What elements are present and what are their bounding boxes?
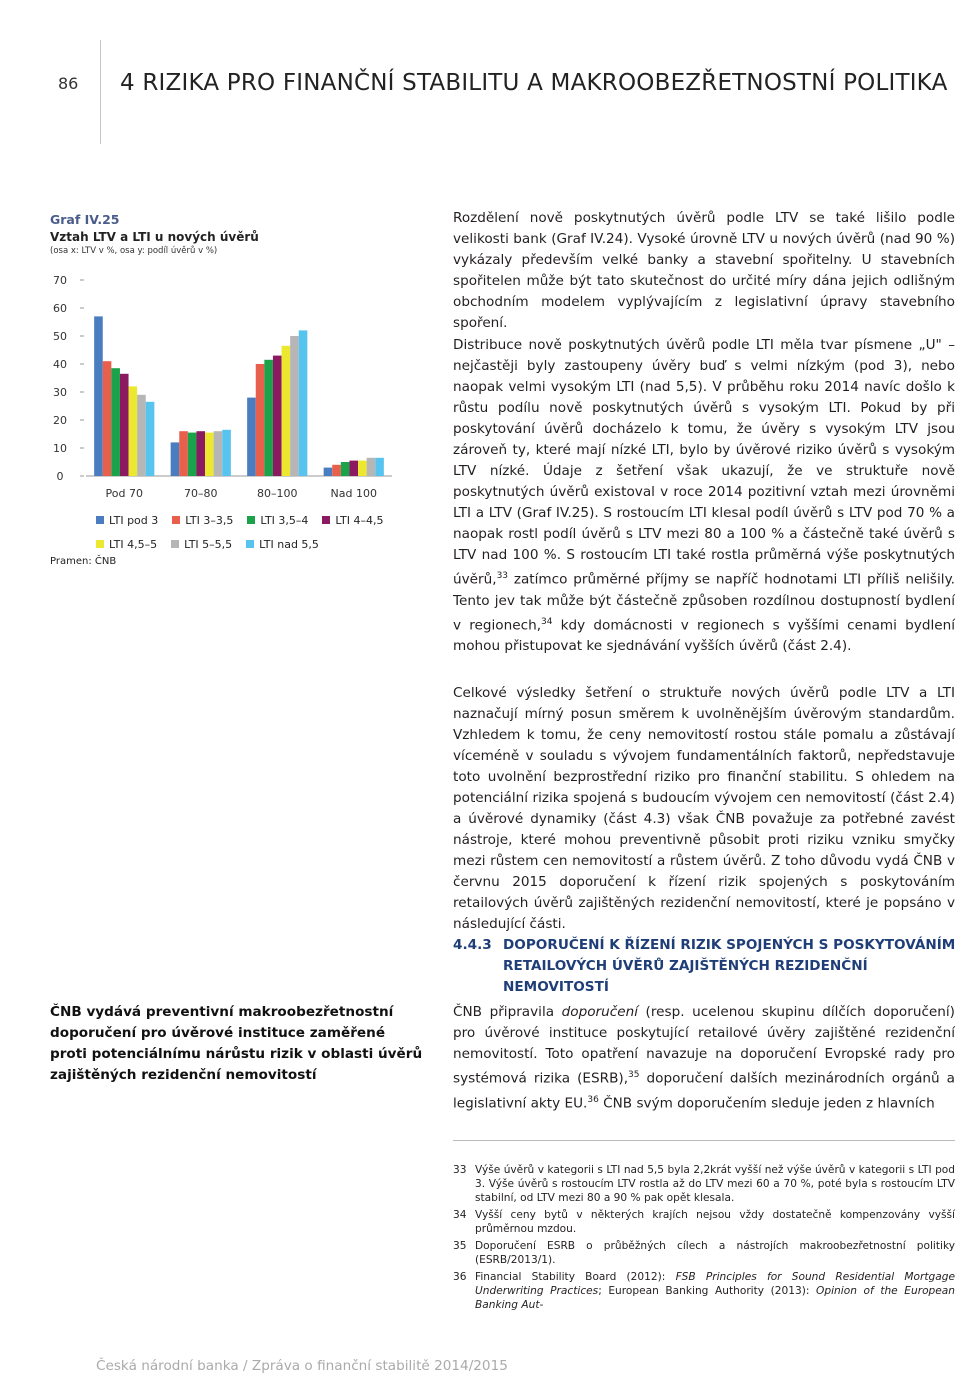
x-tick-label: 70–80 [184, 487, 218, 500]
section-heading [453, 935, 960, 998]
figure-title: Vztah LTV a LTI u nových úvěrů [50, 230, 259, 244]
footnote-35 [453, 1239, 955, 1267]
bar [214, 431, 223, 476]
page-footer: Česká národní banka / Zpráva o finanční stabilitě 2014/2015 [96, 1358, 508, 1374]
margin-note: ČNB vydává preventivní makroobezřetnostní doporučení pro úvěrové instituce zaměřené proti potenciálnímu nárůstu rizik v oblasti úvěrů zajištěných rezidenční nemovitostí [50, 1004, 423, 1083]
paragraph-3-text: Celkové výsledky šetření o struktuře nových úvěrů podle LTV a LTI naznačují mírný posun směrem k uvolněnějším úvěrovým standardům. Vzhledem k tomu, že ceny nemovitostí rostou stále pomalu a zůstávají víceméně v souladu s vývojem fundamentálních faktorů, nepředstavuje toto uvolnění bezprostřední riziko pro finanční stabilitu. S ohledem na potenciální rizika spojená s budoucím vývojem cen nemovitostí (část 2.4) a úvěrové dynamiky (část 4.3) však ČNB považuje za potřebné zavést nástroje, které mohou preventivně působit proti riziku vzniku smyčky mezi růstem cen nemovitostí a růstem úvěrů. Z toho důvodu vydá ČNB v červnu 2015 doporučení k řízení rizik spojených s poskytováním retailových úvěrů zajištěných rezidenční nemovitostí, které je popsáno v následující části. [453, 685, 955, 932]
footnote-emphasis: FSB Principles for Sound Residential Mortgage Underwriting Practices [475, 1271, 955, 1297]
bar [341, 462, 350, 476]
footnote-36 [453, 1270, 955, 1312]
legend-item [96, 514, 158, 527]
x-tick-label: Pod 70 [105, 487, 143, 500]
footnote-text-part: Financial Stability Board (2012): [475, 1271, 676, 1283]
paragraph-4-text-d: ČNB svým doporučením sleduje jeden z hlavních [598, 1095, 935, 1112]
bar [273, 356, 282, 476]
footnote-text: Vyšší ceny bytů v některých krajích nejsou vždy dostatečně kompenzovány vyšší průměrnou mzdou. [475, 1209, 955, 1235]
footnote-text: Výše úvěrů v kategorii s LTI nad 5,5 byla 2,2krát vyšší než výše úvěrů v kategorii s LTI pod 3. Výše úvěrů s rostoucím LTV rostla až do LTV mezi 60 a 70 %, poté byla s rostoucím LTV stabilní, od LTV mezi 80 a 90 % pak opět klesala. [475, 1164, 955, 1204]
y-tick-label: 40 [53, 358, 67, 371]
y-tick-label: 10 [53, 442, 67, 455]
legend-item [246, 538, 319, 551]
footnote-number: 33 [453, 1164, 467, 1176]
page-header [0, 0, 960, 170]
bar [137, 395, 146, 476]
bar [111, 368, 120, 476]
legend-swatch [171, 540, 179, 548]
legend-item [172, 514, 233, 527]
footnote-ref-36: 36 [587, 1094, 599, 1105]
figure-subtitle: (osa x: LTV v %, osa y: podíl úvěrů v %) [50, 246, 218, 256]
bar [264, 360, 273, 476]
bar [256, 364, 265, 476]
figure-label: Graf IV.25 [50, 212, 120, 227]
figure-source: Pramen: ČNB [50, 556, 117, 567]
paragraph-4-text-a: ČNB připravila [453, 1004, 562, 1020]
header-divider [100, 40, 101, 144]
paragraph-2 [453, 335, 955, 657]
y-tick-label: 30 [53, 386, 67, 399]
bar [179, 431, 188, 476]
x-tick-label: Nad 100 [330, 487, 377, 500]
bar [103, 361, 112, 476]
legend-swatch [96, 540, 104, 548]
legend-item [96, 538, 157, 551]
bar [358, 461, 367, 476]
y-tick-label: 50 [53, 330, 67, 343]
bar [146, 402, 155, 476]
bar [290, 336, 299, 476]
bar [247, 398, 256, 476]
footnotes [453, 1163, 955, 1315]
bar [171, 442, 180, 476]
legend-item [247, 514, 308, 527]
paragraph-4-emphasis: doporučení [561, 1004, 638, 1020]
y-tick-label: 70 [53, 274, 67, 287]
chapter-title: 4 RIZIKA PRO FINANČNÍ STABILITU A MAKROOBEZŘETNOSTNÍ POLITIKA [120, 70, 948, 96]
footnote-text-part: ; European Banking Authority (2013): [598, 1285, 817, 1297]
footnote-divider [453, 1140, 955, 1141]
bar [129, 386, 138, 476]
paragraph-1-text: Rozdělení nově poskytnutých úvěrů podle LTV se také lišilo podle velikosti bank (Graf IV.24). Vysoké úrovně LTV u nových úvěrů (nad 90 %) vykázaly především velké banky a stavební spořitelny. U stavebních spořitelen může být tato skutečnost do určité míry dána jejich odlišným obchodním modelem vyplývajícím z legislativní úpravy stavebního spoření. [453, 210, 955, 331]
legend-swatch [96, 516, 104, 524]
y-tick-label: 20 [53, 414, 67, 427]
footnote-number: 35 [453, 1240, 467, 1252]
legend-item [322, 514, 383, 527]
bar [120, 374, 129, 476]
bar [188, 433, 197, 476]
footnote-text [475, 1270, 955, 1312]
section-number: 4.4.3 [453, 937, 492, 953]
bar [282, 346, 291, 476]
paragraph-4 [453, 1002, 955, 1114]
footnote-text: Doporučení ESRB o průběžných cílech a nástrojích makroobezřetnostní politiky (ESRB/2013/1). [475, 1240, 955, 1266]
footnote-number: 36 [453, 1271, 467, 1283]
legend-swatch [246, 540, 254, 548]
page-number: 86 [58, 74, 79, 93]
paragraph-3 [453, 683, 955, 935]
legend-label: LTI 3,5–4 [260, 513, 309, 527]
footnote-emphasis: Opinion of the European Banking Aut- [475, 1285, 955, 1311]
footnote-34 [453, 1208, 955, 1236]
bar [324, 468, 333, 476]
y-tick-label: 0 [56, 470, 64, 483]
section-title: DOPORUČENÍ K ŘÍZENÍ RIZIK SPOJENÝCH S POSKYTOVÁNÍM RETAILOVÝCH ÚVĚRŮ ZAJIŠTĚNÝCH REZIDENČNÍ NEMOVITOSTÍ [503, 937, 956, 995]
bar [222, 430, 231, 476]
bar [205, 433, 214, 476]
footnote-ref-35: 35 [628, 1070, 640, 1080]
chart-legend [96, 508, 398, 556]
paragraph-2-text-a: Distribuce nově poskytnutých úvěrů podle LTI měla tvar písmene „U" – nejčastěji byly zastoupeny úvěry buď s velmi nízkým (pod 3), nebo naopak velmi vysokým LTI (nad 5,5). V průběhu roku 2014 navíc došlo k růstu podílu nově poskytnutých úvěrů s vysokým LTI. Pokud by při poskytování úvěrů docházelo k tomu, že úvěry s vysokým LTV jsou zároveň ty, které mají nízké LTI, bylo by úvěrové riziko úvěrů s vysokým LTV nízké. Údaje z šetření však ukazují, že ve struktuře nově poskytnutých úvěrů existoval v roce 2014 pozitivní vztah mezi úrovněmi LTI a LTV (Graf IV.25). S rostoucím LTI klesal podíl úvěrů s LTV pod 70 % a naopak rostl podíl úvěrů s LTV mezi 80 a 100 % a částečně také úvěrů s LTV nad 100 %. S rostoucím LTI také rostla průměrná výše poskytnutých úvěrů, [453, 337, 955, 588]
footnote-ref-33: 33 [496, 571, 509, 581]
legend-swatch [247, 516, 255, 524]
bar [94, 316, 103, 476]
bar [332, 465, 341, 476]
paragraph-2-text-b: zatímco průměrné příjmy se napříč hodnotami LTI příliš nelišily. Tento jev tak může být částečně způsoben rozdílnou dostupností bydlení v regionech, [453, 571, 955, 634]
bar [375, 458, 384, 476]
paragraph-4-text-c: doporučení dalších mezinárodních orgánů a legislativní akty EU. [453, 1070, 955, 1112]
bar [367, 458, 376, 476]
legend-label: LTI 3–3,5 [185, 513, 234, 527]
y-tick-label: 60 [53, 302, 67, 315]
bar-chart [40, 255, 400, 505]
legend-label: LTI 5–5,5 [184, 537, 233, 551]
footnote-ref-34: 34 [541, 616, 553, 627]
footnote-33 [453, 1163, 955, 1205]
bar [196, 431, 205, 476]
legend-swatch [322, 516, 330, 524]
paragraph-2-text-c: kdy domácnosti v regionech s vyššími cenami bydlení mohou přistupovat ke sjednávání vyšších úvěrů (část 2.4). [453, 617, 955, 655]
legend-item [171, 538, 232, 551]
legend-row [96, 508, 398, 532]
legend-swatch [172, 516, 180, 524]
paragraph-1 [453, 208, 955, 334]
legend-label: LTI 4,5–5 [109, 537, 158, 551]
legend-label: LTI 4–4,5 [335, 513, 384, 527]
legend-label: LTI pod 3 [109, 513, 159, 527]
footnote-number: 34 [453, 1209, 467, 1221]
legend-row [96, 532, 398, 556]
bar [299, 330, 308, 476]
paragraph-4-text-b: (resp. ucelenou skupinu dílčích doporučení) pro úvěrové instituce poskytující retailové úvěry zajištěné rezidenční nemovitostí. Toto opatření navazuje na doporučení Evropské rady pro systémová rizika (ESRB), [453, 1004, 955, 1087]
bar [349, 461, 358, 476]
x-tick-label: 80–100 [257, 487, 298, 500]
legend-label: LTI nad 5,5 [259, 537, 319, 551]
